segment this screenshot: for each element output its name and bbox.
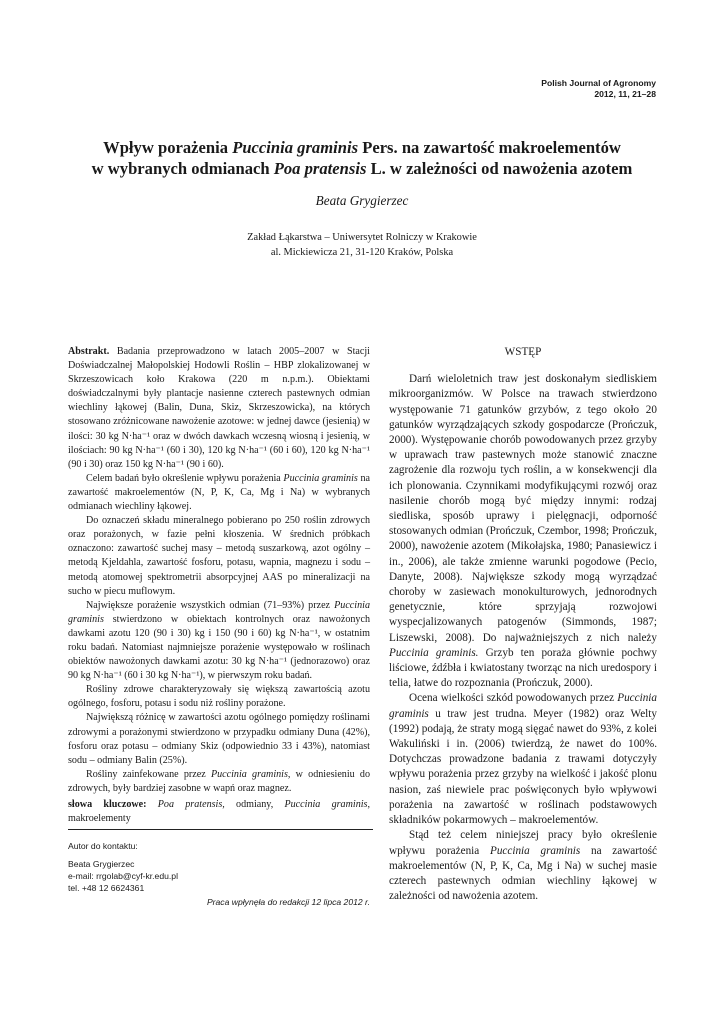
title-line-2: w wybranych odmianach Poa pratensis L. w zależności od nawożenia azotem <box>91 159 633 178</box>
intro-paragraph: Stąd też celem niniejszej pracy było określenie wpływu porażenia Puccinia graminis na zawartość makroelementów (N, P, K, Ca, Mg i Na) w suchej masie czterech pastewnych odmian wiechliny łąkowej w zależności od nawożenia azotem. <box>389 829 657 903</box>
journal-issue: 2012, 11, 21–28 <box>594 88 656 99</box>
section-heading: WSTĘP <box>504 346 542 358</box>
abstract-paragraph: Celem badań było określenie wpływu porażenia Puccinia graminis na zawartość makroelementów (N, P, K, Ca, Mg i Na) w wybranych odmianach wiechliny łąkowej. <box>68 472 370 513</box>
abstract-paragraph: Rośliny zainfekowane przez Puccinia graminis, w odniesieniu do zdrowych, były bardziej zasobne w wapń oraz magnez. <box>68 768 370 794</box>
author-name: Beata Grygierzec <box>315 193 409 208</box>
abstract-paragraph: Największe porażenie wszystkich odmian (71–93%) przez Puccinia graminis stwierdzono w obiektach kontrolnych oraz nawożonych dawkami azotu 120 (90 i 30) kg i 150 (90 i 60) kg N·ha⁻¹, w ostatnim roku badań. Natomiast najmniejsze porażenie występowało w roślinach obiektów nawożonych dawkami azotu: 30 kg N·ha⁻¹ (jednorazowo) oraz 90 kg N·ha⁻¹ (60 i 30 kg N·ha⁻¹), w pierwszym roku badań. <box>68 599 370 682</box>
intro-paragraph: Darń wieloletnich traw jest doskonałym siedliskiem mikroorganizmów. W Polsce na trawach stwierdzono występowanie 71 gatunków grzybów, z tego około 20 gatunków wyrządzających szkody gospodarcze (Prończuk, 2000). Występowanie chorób powodowanych przez grzyby w uprawach traw pastewnych może stanowić znaczne zagrożenie dla rozwoju tych roślin, a w konsekwencji dla ich plonowania. Czynnikami modyfikującymi rozwój oraz nasilenie chorób mogą być między innymi: rodzaj siedliska, sposób uprawy i pielęgnacji, odporność stosowanych odmian (Prończuk, Czembor, 1998; Prończuk, 2000), nawożenie azotem (Mikołajska, 1980; Panasiewicz i in., 2006), ale także zmienne warunki pogodowe (Pecio, Danyte, 2008). Największe szkody mogą wyrządzać choroby w zasiewach monokulturowych, jednorodnych genetycznie, które sprzyjają rozwojowi wyspecjalizowanych patogenów (Simmonds, 1987; Liszewski, 2008). Do najważniejszych z nich należy Puccinia graminis. Grzyb ten poraża głównie pochwy liściowe, źdźbła i kwiatostany tworząc na nich uredospory i telia, łatwe do rozpoznania (Prończuk, 2000). <box>389 373 658 690</box>
abstract-column <box>68 345 370 826</box>
contact-label: Autor do kontaktu: <box>68 841 138 851</box>
contact-email: e-mail: rrgolab@cyf-kr.edu.pl <box>68 871 178 881</box>
contact-name: Beata Grygierzec <box>68 859 135 869</box>
intro-paragraph: Ocena wielkości szkód powodowanych przez Puccinia graminis u traw jest trudna. Meyer (1982) oraz Welty (1992) podają, że straty mogą sięgać nawet do 93%, z kolei Wakuliński i in. (2006) twierdzą, że nawet do 100%. Dotychczas prowadzone badania z trawami dotyczyły wpływu porażenia przez grzyby na wielkość i jakość plonu nasion, zaś niewiele prac poświęconych było wpływowi porażenia na zawartość w roślinach podstawowych składników pokarmowych – makroelementów. <box>389 692 657 827</box>
footnote-divider <box>68 829 373 830</box>
abstract-label: Abstrakt. <box>68 346 110 357</box>
affiliation-line-2: al. Mickiewicza 21, 31-120 Kraków, Polska <box>270 246 454 258</box>
introduction-column <box>389 345 657 904</box>
journal-name: Polish Journal of Agronomy <box>541 78 656 88</box>
abstract-paragraph: Rośliny zdrowe charakteryzowały się większą zawartością azotu ogólnego, fosforu, potasu i sodu niż rośliny porażone. <box>68 684 370 710</box>
title-line-1: Wpływ porażenia Puccinia graminis Pers. na zawartość makroelementów <box>103 138 621 157</box>
keywords: słowa kluczowe: Poa pratensis, odmiany, Puccinia graminis, makroelementy <box>68 799 371 825</box>
abstract-paragraph: Abstrakt. Badania przeprowadzono w latach 2005–2007 w Stacji Doświadczalnej Małopolskiej Hodowli Roślin – HBP zlokalizowanej w Skrzeszowicach koło Krakowa (220 m n.p.m.). Obiektami doświadczalnymi były plantacje nasienne czterech pastewnych odmian wiechliny łąkowej (Balin, Duna, Skiz, Skrzeszowicka), na których stosowano zróżnicowane nawożenie azotowe: w jednej dawce (jesienią) w ilości: 30 kg N·ha⁻¹ oraz w dwóch dawkach wczesną wiosną i jesienią, w ilościach: 90 kg N·ha⁻¹ (60 i 30), 120 kg N·ha⁻¹ (60 i 60), 120 kg N·ha⁻¹ (90 i 30) oraz 150 kg N·ha⁻¹ (90 i 60). <box>68 346 370 470</box>
contact-info <box>68 840 178 894</box>
abstract-paragraph: Do oznaczeń składu mineralnego pobierano po 250 roślin zdrowych oraz porażonych, w fazie pełni kłoszenia. W średnich próbkach oznaczono: zawartość suchej masy – metodą suszarkową, azot ogólny – metodą Kjeldahla, zawartość fosforu, potasu, wapnia, magnezu i sodu – metodą atomowej spektrometrii absorpcyjnej AAS po mineralizacji na sucho w piecu muflowym. <box>68 515 370 597</box>
received-date: Praca wpłynęła do redakcji 12 lipca 2012 r. <box>206 897 370 907</box>
affiliation <box>0 231 724 260</box>
affiliation-line-1: Zakład Łąkarstwa – Uniwersytet Rolniczy w Krakowie <box>247 232 477 243</box>
abstract-paragraph: Największą różnicę w zawartości azotu ogólnego pomiędzy roślinami zdrowymi a porażonymi stwierdzono w przypadku odmiany Duna (42%), fosforu oraz potasu – odmiany Skiz (odpowiednio 33 i 43%), natomiast sodu – odmiany Balin (25%). <box>68 712 370 766</box>
journal-header <box>541 78 656 99</box>
keywords-label: słowa kluczowe: <box>68 799 147 810</box>
contact-phone: tel. +48 12 6624361 <box>68 883 145 893</box>
paper-title <box>0 137 724 179</box>
